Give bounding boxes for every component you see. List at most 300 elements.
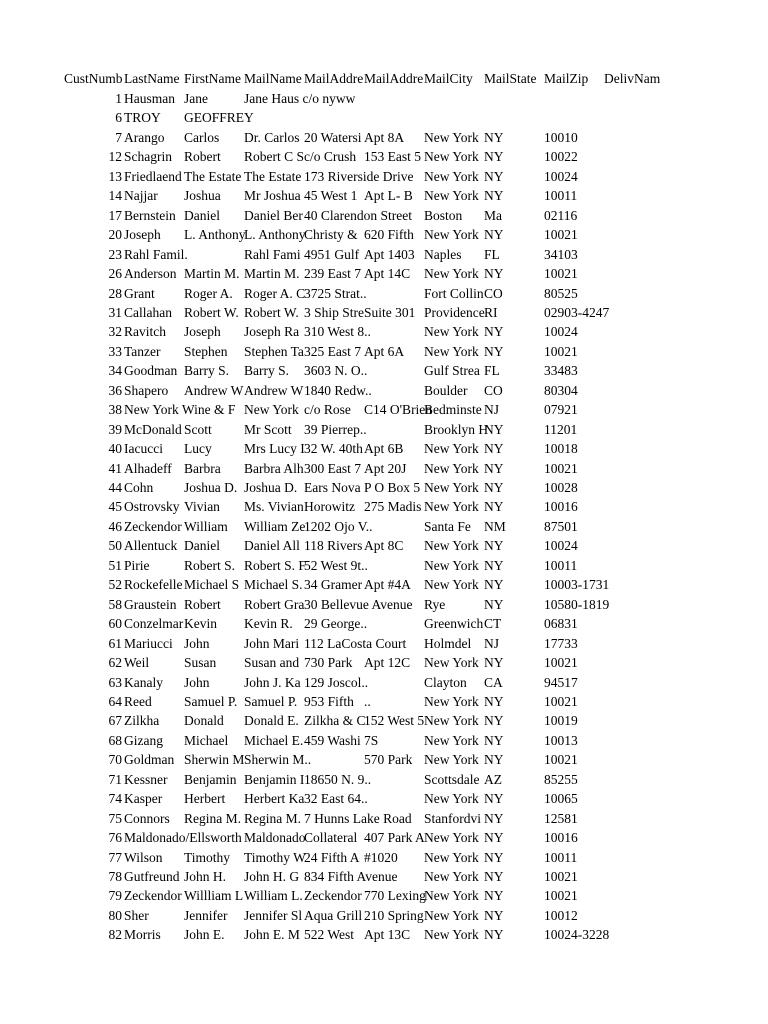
mail-address2-cell[interactable]: Apt 13C [364,927,411,943]
mail-city-cell[interactable]: Providence [424,304,485,320]
mail-city-cell[interactable]: New York [424,324,479,340]
mail-name-cell[interactable]: L. Anthony [244,227,306,243]
mail-address1-cell[interactable]: 239 East 7 [304,266,361,282]
mail-name-cell[interactable]: Barbra Alh [244,460,304,476]
first-name-cell[interactable]: Barry S. [184,363,229,379]
mail-name-cell[interactable]: Martin M. [244,266,300,282]
cust-number-cell[interactable]: 77 [108,849,122,865]
mail-state-cell[interactable]: CT [484,616,502,632]
header-mailzip[interactable]: MailZip [544,71,589,86]
mail-city-cell[interactable]: New York [424,577,479,593]
cust-number-cell[interactable]: 78 [108,869,122,884]
last-name-cell[interactable]: Friedlaend [124,168,182,184]
first-name-cell[interactable]: Willliam L [184,888,244,904]
first-name-cell[interactable]: Daniel [184,538,220,554]
mail-name-cell[interactable]: Benjamin I [244,771,305,787]
mail-state-cell[interactable]: NY [484,480,504,495]
mail-state-cell[interactable]: FL [484,363,500,379]
mail-address2-cell[interactable] [364,322,424,342]
last-name-cell[interactable]: Alhadeff [124,460,172,476]
last-name-cell[interactable]: Cohn [124,480,154,495]
mail-state-cell[interactable]: NY [484,752,504,768]
mail-address1-cell[interactable]: 52 West 9t.. [304,557,368,573]
mail-state-cell[interactable]: NY [484,343,504,359]
mail-name-cell[interactable]: John J. Ka [244,674,301,690]
mail-city-cell[interactable]: New York [424,732,479,748]
mail-city-cell[interactable]: New York [424,869,479,884]
mail-address1-cell[interactable]: 325 East 7 [304,343,361,359]
mail-address1-cell[interactable]: 953 Fifth [304,693,354,709]
first-name-cell[interactable]: Robert W. [184,304,239,320]
last-name-cell[interactable]: Reed [124,693,152,709]
mail-name-cell[interactable]: Robert W. [244,304,299,320]
mail-address2-cell[interactable]: 570 Park [364,752,413,768]
mail-name-cell[interactable]: Susan and [244,655,300,671]
header-delivname[interactable]: DelivNam [604,71,661,86]
mail-zip-cell[interactable]: 85255 [544,771,578,787]
mail-address1-cell[interactable]: Zilkha & C [304,713,366,729]
first-name-cell[interactable]: William [184,518,228,534]
mail-address2-cell[interactable] [364,89,424,109]
mail-city-cell[interactable]: New York [424,168,479,184]
mail-city-cell[interactable]: New York [424,460,479,476]
mail-address2-cell[interactable]: 620 Fifth [364,227,414,243]
mail-address1-cell[interactable]: 1840 Redw.. [304,382,372,398]
cust-number-cell[interactable]: 32 [108,324,122,340]
cust-number-cell[interactable]: 23 [108,246,122,262]
mail-city-cell[interactable] [424,89,484,109]
cust-number-cell[interactable]: 26 [108,266,122,282]
mail-city-cell[interactable]: New York [424,849,479,865]
mail-name-cell[interactable]: William L. [244,888,303,904]
last-name-cell[interactable]: Wilson [124,849,163,865]
mail-zip-cell[interactable]: 10022 [544,149,578,165]
mail-state-cell[interactable]: FL [484,246,500,262]
mail-address1-cell[interactable]: Christy & [304,227,358,243]
first-name-cell[interactable]: John [184,674,210,690]
mail-address1-cell[interactable]: 3603 N. O.. [304,363,368,379]
mail-city-cell[interactable]: Clayton [424,674,467,690]
mail-address1-cell[interactable] [304,108,364,128]
last-name-cell[interactable]: Sher [124,907,149,923]
cust-number-cell[interactable]: 44 [108,480,122,495]
cust-number-cell[interactable]: 70 [108,752,122,768]
mail-name-cell[interactable]: Herbert Ka [244,791,305,807]
mail-state-cell[interactable]: NY [484,907,504,923]
last-name-cell[interactable]: Zeckendor [124,888,182,904]
mail-name-cell[interactable]: New York [244,402,299,418]
mail-address1-cell[interactable]: 4951 Gulf [304,246,360,262]
header-mailaddress2[interactable]: MailAddre [364,71,424,86]
mail-address2-cell[interactable]: Apt 6B [364,441,404,457]
header-mailcity[interactable]: MailCity [424,71,473,86]
mail-address2-cell[interactable]: Apt 6A [364,343,405,359]
mail-address1-cell[interactable]: 7 Hunns Lake Road [304,810,412,826]
mail-state-cell[interactable]: AZ [484,771,502,787]
mail-address2-cell[interactable]: Apt L- B [364,188,413,204]
first-name-cell[interactable]: Jennifer [184,907,228,923]
mail-state-cell[interactable]: NY [484,732,504,748]
mail-zip-cell[interactable]: 11201 [544,421,578,437]
cust-number-cell[interactable]: 71 [108,771,122,787]
mail-zip-cell[interactable]: 10021 [544,869,578,884]
last-name-cell[interactable]: Pirie [124,557,150,573]
mail-city-cell[interactable]: New York [424,888,479,904]
last-name-cell[interactable]: Gutfreund [124,869,180,884]
last-name-cell[interactable]: Arango [124,129,165,145]
mail-city-cell[interactable]: New York [424,693,479,709]
mail-address1-cell[interactable]: Horowitz [304,499,355,515]
mail-address2-cell[interactable] [364,420,424,440]
mail-address2-cell[interactable] [364,673,424,693]
mail-zip-cell[interactable] [544,89,604,109]
last-name-cell[interactable]: Kasper [124,791,163,807]
mail-state-cell[interactable]: NY [484,441,504,457]
header-custnumb[interactable]: CustNumb [64,71,123,86]
mail-city-cell[interactable]: Gulf Strea [424,363,480,379]
mail-zip-cell[interactable]: 02903-4247 [544,304,610,320]
first-name-cell[interactable]: Michael S [184,577,240,593]
last-name-cell[interactable]: Callahan [124,304,172,320]
mail-address2-cell[interactable] [364,108,424,128]
mail-address2-cell[interactable]: Apt 8A [364,129,405,145]
mail-city-cell[interactable]: Rye [424,596,446,612]
mail-city-cell[interactable]: New York [424,557,479,573]
first-name-cell[interactable]: Michael [184,732,229,748]
mail-zip-cell[interactable]: 10580-1819 [544,596,610,612]
mail-city-cell[interactable]: Greenwich [424,616,484,632]
mail-zip-cell[interactable]: 06831 [544,616,578,632]
cust-number-cell[interactable]: 67 [108,713,122,729]
mail-name-cell[interactable]: Roger A. C [244,285,306,301]
mail-address2-cell[interactable]: 210 Spring [364,907,424,923]
mail-zip-cell[interactable]: 10011 [544,188,578,204]
mail-state-cell[interactable]: NY [484,810,504,826]
first-name-cell[interactable]: Roger A. [184,285,233,301]
mail-address2-cell[interactable] [364,284,424,304]
mail-name-cell[interactable]: Kevin R. [244,616,293,632]
mail-city-cell[interactable]: Naples [424,246,462,262]
mail-name-cell[interactable]: Joseph Ra [244,324,300,340]
cust-number-cell[interactable]: 68 [108,732,122,748]
mail-address2-cell[interactable] [364,517,424,537]
first-name-cell[interactable]: Kevin [184,616,217,632]
cust-number-cell[interactable]: 79 [108,888,122,904]
cust-number-cell[interactable]: 14 [108,188,122,204]
cust-number-cell[interactable]: 58 [108,596,122,612]
mail-address1-cell[interactable]: 3 Ship Stre [304,304,365,320]
mail-address1-cell[interactable]: 40 Clarendon Street [304,207,412,223]
cust-number-cell[interactable]: 38 [108,402,122,418]
mail-city-cell[interactable]: Fort Collin [424,285,484,301]
mail-state-cell[interactable]: NY [484,227,504,243]
mail-address1-cell[interactable]: 173 Riverside Drive [304,168,414,184]
mail-name-cell[interactable]: Donald E. [244,713,299,729]
mail-state-cell[interactable]: NY [484,188,504,204]
last-name-cell[interactable]: Iacucci [124,441,163,457]
mail-address1-cell[interactable]: 522 West [304,927,355,943]
mail-address1-cell[interactable]: Ears Nova [304,480,361,495]
mail-zip-cell[interactable]: 10024 [544,538,578,554]
cust-number-cell[interactable]: 60 [108,616,122,632]
mail-name-cell[interactable]: Timothy W [244,849,306,865]
mail-state-cell[interactable] [484,108,544,128]
first-name-cell[interactable]: Jane [184,91,208,106]
mail-name-cell[interactable]: Jane Haus c/o nyww [244,91,356,106]
mail-city-cell[interactable]: New York [424,480,479,495]
mail-address2-cell[interactable] [364,381,424,401]
last-name-cell[interactable]: Rockefelle [124,577,183,593]
cust-number-cell[interactable]: 1 [115,91,122,106]
cust-number-cell[interactable]: 74 [108,791,122,807]
mail-address2-cell[interactable] [364,614,424,634]
mail-name-cell[interactable]: Jennifer Sl [244,907,303,923]
first-name-cell[interactable]: Joshua [184,188,221,204]
mail-address1-cell[interactable]: 34 Gramer [304,577,363,593]
mail-address1-cell[interactable]: 20 Watersi [304,129,362,145]
mail-name-cell[interactable]: Daniel All [244,538,300,554]
mail-zip-cell[interactable]: 10018 [544,441,578,457]
cust-number-cell[interactable]: 39 [108,421,122,437]
mail-name-cell[interactable]: William Ze [244,518,306,534]
last-name-cell[interactable]: Ravitch [124,324,166,340]
mail-zip-cell[interactable]: 10003-1731 [544,577,610,593]
mail-city-cell[interactable]: New York [424,538,479,554]
mail-name-cell[interactable]: Regina M. [244,810,301,826]
mail-zip-cell[interactable]: 10024 [544,324,578,340]
first-name-cell[interactable]: John E. [184,927,225,943]
first-name-cell[interactable]: Sherwin M [184,752,245,768]
mail-zip-cell[interactable]: 10013 [544,732,578,748]
mail-state-cell[interactable]: RI [484,304,498,320]
mail-zip-cell[interactable]: 07921 [544,402,578,418]
last-name-cell[interactable]: McDonald [124,421,182,437]
mail-city-cell[interactable]: New York [424,129,479,145]
mail-state-cell[interactable]: NY [484,421,504,437]
mail-zip-cell[interactable]: 10024-3228 [544,927,610,943]
mail-city-cell[interactable]: New York [424,752,479,768]
last-name-cell[interactable]: Ostrovsky [124,499,180,515]
mail-city-cell[interactable]: New York [424,791,479,807]
mail-address1-cell[interactable]: 45 West 1 [304,188,358,204]
mail-state-cell[interactable]: CO [484,382,503,398]
mail-zip-cell[interactable]: 10021 [544,343,578,359]
first-name-cell[interactable]: Scott [184,421,212,437]
mail-address1-cell[interactable]: 112 LaCosta Court [304,635,407,651]
last-name-cell[interactable]: Joseph [124,227,161,243]
mail-address1-cell[interactable]: 730 Park [304,655,353,671]
mail-address1-cell[interactable] [304,750,364,770]
first-name-cell[interactable]: L. Anthony [184,227,246,243]
mail-name-cell[interactable]: Daniel Ber [244,207,303,223]
first-name-cell[interactable]: Daniel [184,207,220,223]
cust-number-cell[interactable]: 17 [108,207,122,223]
last-name-cell[interactable]: Morris [124,927,161,943]
cust-number-cell[interactable]: 61 [108,635,122,651]
mail-address2-cell[interactable]: 152 West 5 [364,713,425,729]
mail-address2-cell[interactable]: #1020 [364,849,398,865]
mail-city-cell[interactable]: Stanfordvi [424,810,481,826]
mail-name-cell[interactable]: Rahl Fami [244,246,301,262]
mail-name-cell[interactable]: Robert Gra [244,596,305,612]
last-name-cell[interactable]: Kessner [124,771,168,787]
mail-name-cell[interactable]: Maldonado [244,830,306,846]
last-name-cell[interactable]: Graustein [124,596,177,612]
mail-zip-cell[interactable]: 10021 [544,888,578,904]
mail-name-cell[interactable]: Mr Joshua [244,188,301,204]
mail-state-cell[interactable]: NY [484,324,504,340]
mail-zip-cell[interactable]: 80304 [544,382,578,398]
mail-city-cell[interactable]: New York [424,907,479,923]
mail-state-cell[interactable]: NY [484,460,504,476]
mail-address2-cell[interactable]: 407 Park A [364,830,425,846]
first-name-cell[interactable]: The Estate [184,168,242,184]
mail-state-cell[interactable]: NY [484,538,504,554]
first-name-cell[interactable]: Martin M. [184,266,240,282]
mail-zip-cell[interactable]: 10024 [544,168,578,184]
mail-address1-cell[interactable]: 310 West 8.. [304,324,371,340]
cust-number-cell[interactable]: 28 [108,285,122,301]
last-name-cell[interactable]: TROY [124,110,161,126]
mail-zip-cell[interactable]: 10065 [544,791,578,807]
mail-city-cell[interactable]: New York [424,655,479,671]
last-name-cell[interactable]: Goodman [124,363,178,379]
header-mailaddress1[interactable]: MailAddre [304,71,364,86]
mail-address1-cell[interactable]: 29 George.. [304,616,368,632]
mail-address1-cell[interactable]: c/o Rose [304,402,351,418]
mail-state-cell[interactable]: NY [484,713,504,729]
header-mailname[interactable]: MailName [244,71,302,86]
cust-number-cell[interactable]: 46 [108,518,122,534]
last-name-cell[interactable]: Maldonado/Ellsworth [124,830,242,846]
last-name-cell[interactable]: Connors [124,810,170,826]
mail-name-cell[interactable]: Sherwin M.. [244,752,312,768]
mail-address1-cell[interactable]: 3725 Strat.. [304,285,367,301]
last-name-cell[interactable]: Rahl Famil. [124,246,188,262]
mail-address2-cell[interactable]: Suite 301 [364,304,416,320]
last-name-cell[interactable]: Najjar [124,188,158,204]
mail-zip-cell[interactable]: 10016 [544,499,578,515]
mail-address2-cell[interactable]: C14 O'Brien [364,402,433,418]
mail-address1-cell[interactable]: 459 Washi [304,732,361,748]
mail-city-cell[interactable] [424,108,484,128]
mail-address1-cell[interactable]: 24 Fifth A [304,849,360,865]
mail-address1-cell[interactable]: 118 Rivers [304,538,363,554]
last-name-cell[interactable]: New York Wine & F [124,402,236,418]
mail-name-cell[interactable]: Mrs Lucy I [244,441,305,457]
mail-name-cell[interactable]: Ms. Vivian [244,499,304,515]
cust-number-cell[interactable]: 7 [115,129,122,145]
mail-state-cell[interactable]: NY [484,596,504,612]
mail-state-cell[interactable]: NY [484,693,504,709]
mail-city-cell[interactable]: New York [424,149,479,165]
mail-state-cell[interactable]: NY [484,888,504,904]
first-name-cell[interactable]: Donald [184,713,224,729]
mail-zip-cell[interactable]: 10011 [544,557,578,573]
cust-number-cell[interactable]: 20 [108,227,122,243]
mail-name-cell[interactable]: Samuel P. [244,693,298,709]
mail-name-cell[interactable]: Dr. Carlos [244,129,300,145]
cust-number-cell[interactable]: 80 [108,907,122,923]
mail-name-cell[interactable]: John Mari [244,635,300,651]
last-name-cell[interactable]: Zilkha [124,713,160,729]
mail-address1-cell[interactable]: Collateral [304,830,358,846]
mail-state-cell[interactable]: NJ [484,635,500,651]
first-name-cell[interactable]: John [184,635,210,651]
mail-zip-cell[interactable] [544,108,604,128]
last-name-cell[interactable]: Bernstein [124,207,176,223]
first-name-cell[interactable]: Samuel P. [184,693,238,709]
mail-address2-cell[interactable]: .. [364,693,371,709]
last-name-cell[interactable]: Grant [124,285,155,301]
mail-address1-cell[interactable]: 32 W. 40th [304,441,363,457]
mail-state-cell[interactable]: NY [484,266,504,282]
mail-city-cell[interactable]: New York [424,266,479,282]
cust-number-cell[interactable]: 36 [108,382,122,398]
cust-number-cell[interactable]: 76 [108,830,122,846]
cust-number-cell[interactable]: 31 [108,304,122,320]
last-name-cell[interactable]: Allentuck [124,538,178,554]
mail-name-cell[interactable]: John E. M [244,927,300,943]
last-name-cell[interactable]: Gizang [124,732,163,748]
mail-address2-cell[interactable] [364,556,424,576]
cust-number-cell[interactable]: 50 [108,538,122,554]
cust-number-cell[interactable]: 63 [108,674,122,690]
mail-address2-cell[interactable]: 275 Madis [364,499,422,515]
mail-state-cell[interactable]: NY [484,869,504,884]
cust-number-cell[interactable]: 6 [115,110,122,126]
mail-state-cell[interactable]: NY [484,557,504,573]
first-name-cell[interactable]: Barbra [184,460,221,476]
mail-address1-cell[interactable]: c/o Crush [304,149,357,165]
cust-number-cell[interactable]: 82 [108,927,122,943]
cust-number-cell[interactable]: 33 [108,343,122,359]
mail-name-cell[interactable]: Barry S. [244,363,289,379]
cust-number-cell[interactable]: 12 [108,149,122,165]
mail-zip-cell[interactable]: 34103 [544,246,578,262]
last-name-cell[interactable]: Mariucci [124,635,173,651]
mail-address2-cell[interactable]: 153 East 5 [364,149,421,165]
cust-number-cell[interactable]: 34 [108,363,122,379]
mail-city-cell[interactable]: New York [424,499,479,515]
mail-address1-cell[interactable]: Zeckendor [304,888,362,904]
mail-city-cell[interactable]: Bedminste [424,402,482,418]
mail-address2-cell[interactable]: P O Box 5 [364,480,421,495]
mail-name-cell[interactable]: Robert C S [244,149,305,165]
mail-address2-cell[interactable] [364,770,424,790]
cust-number-cell[interactable]: 51 [108,557,122,573]
mail-state-cell[interactable]: NY [484,830,504,846]
last-name-cell[interactable]: Kanaly [124,674,163,690]
mail-name-cell[interactable]: John H. G [244,869,300,884]
mail-address1-cell[interactable]: 129 Joscol.. [304,674,369,690]
mail-name-cell[interactable]: Joshua D. [244,480,298,495]
mail-city-cell[interactable]: New York [424,188,479,204]
cust-number-cell[interactable]: 62 [108,655,122,671]
last-name-cell[interactable]: Schagrin [124,149,172,165]
mail-city-cell[interactable]: New York [424,713,479,729]
mail-state-cell[interactable]: CA [484,674,503,690]
mail-state-cell[interactable]: CO [484,285,503,301]
first-name-cell[interactable]: Lucy [184,441,212,457]
first-name-cell[interactable] [184,245,244,265]
mail-zip-cell[interactable]: 87501 [544,518,578,534]
mail-city-cell[interactable]: New York [424,927,479,943]
mail-address2-cell[interactable] [364,789,424,809]
last-name-cell[interactable]: Conzelmar [124,616,184,632]
mail-city-cell[interactable]: Boston [424,207,463,223]
mail-zip-cell[interactable]: 10021 [544,266,578,282]
